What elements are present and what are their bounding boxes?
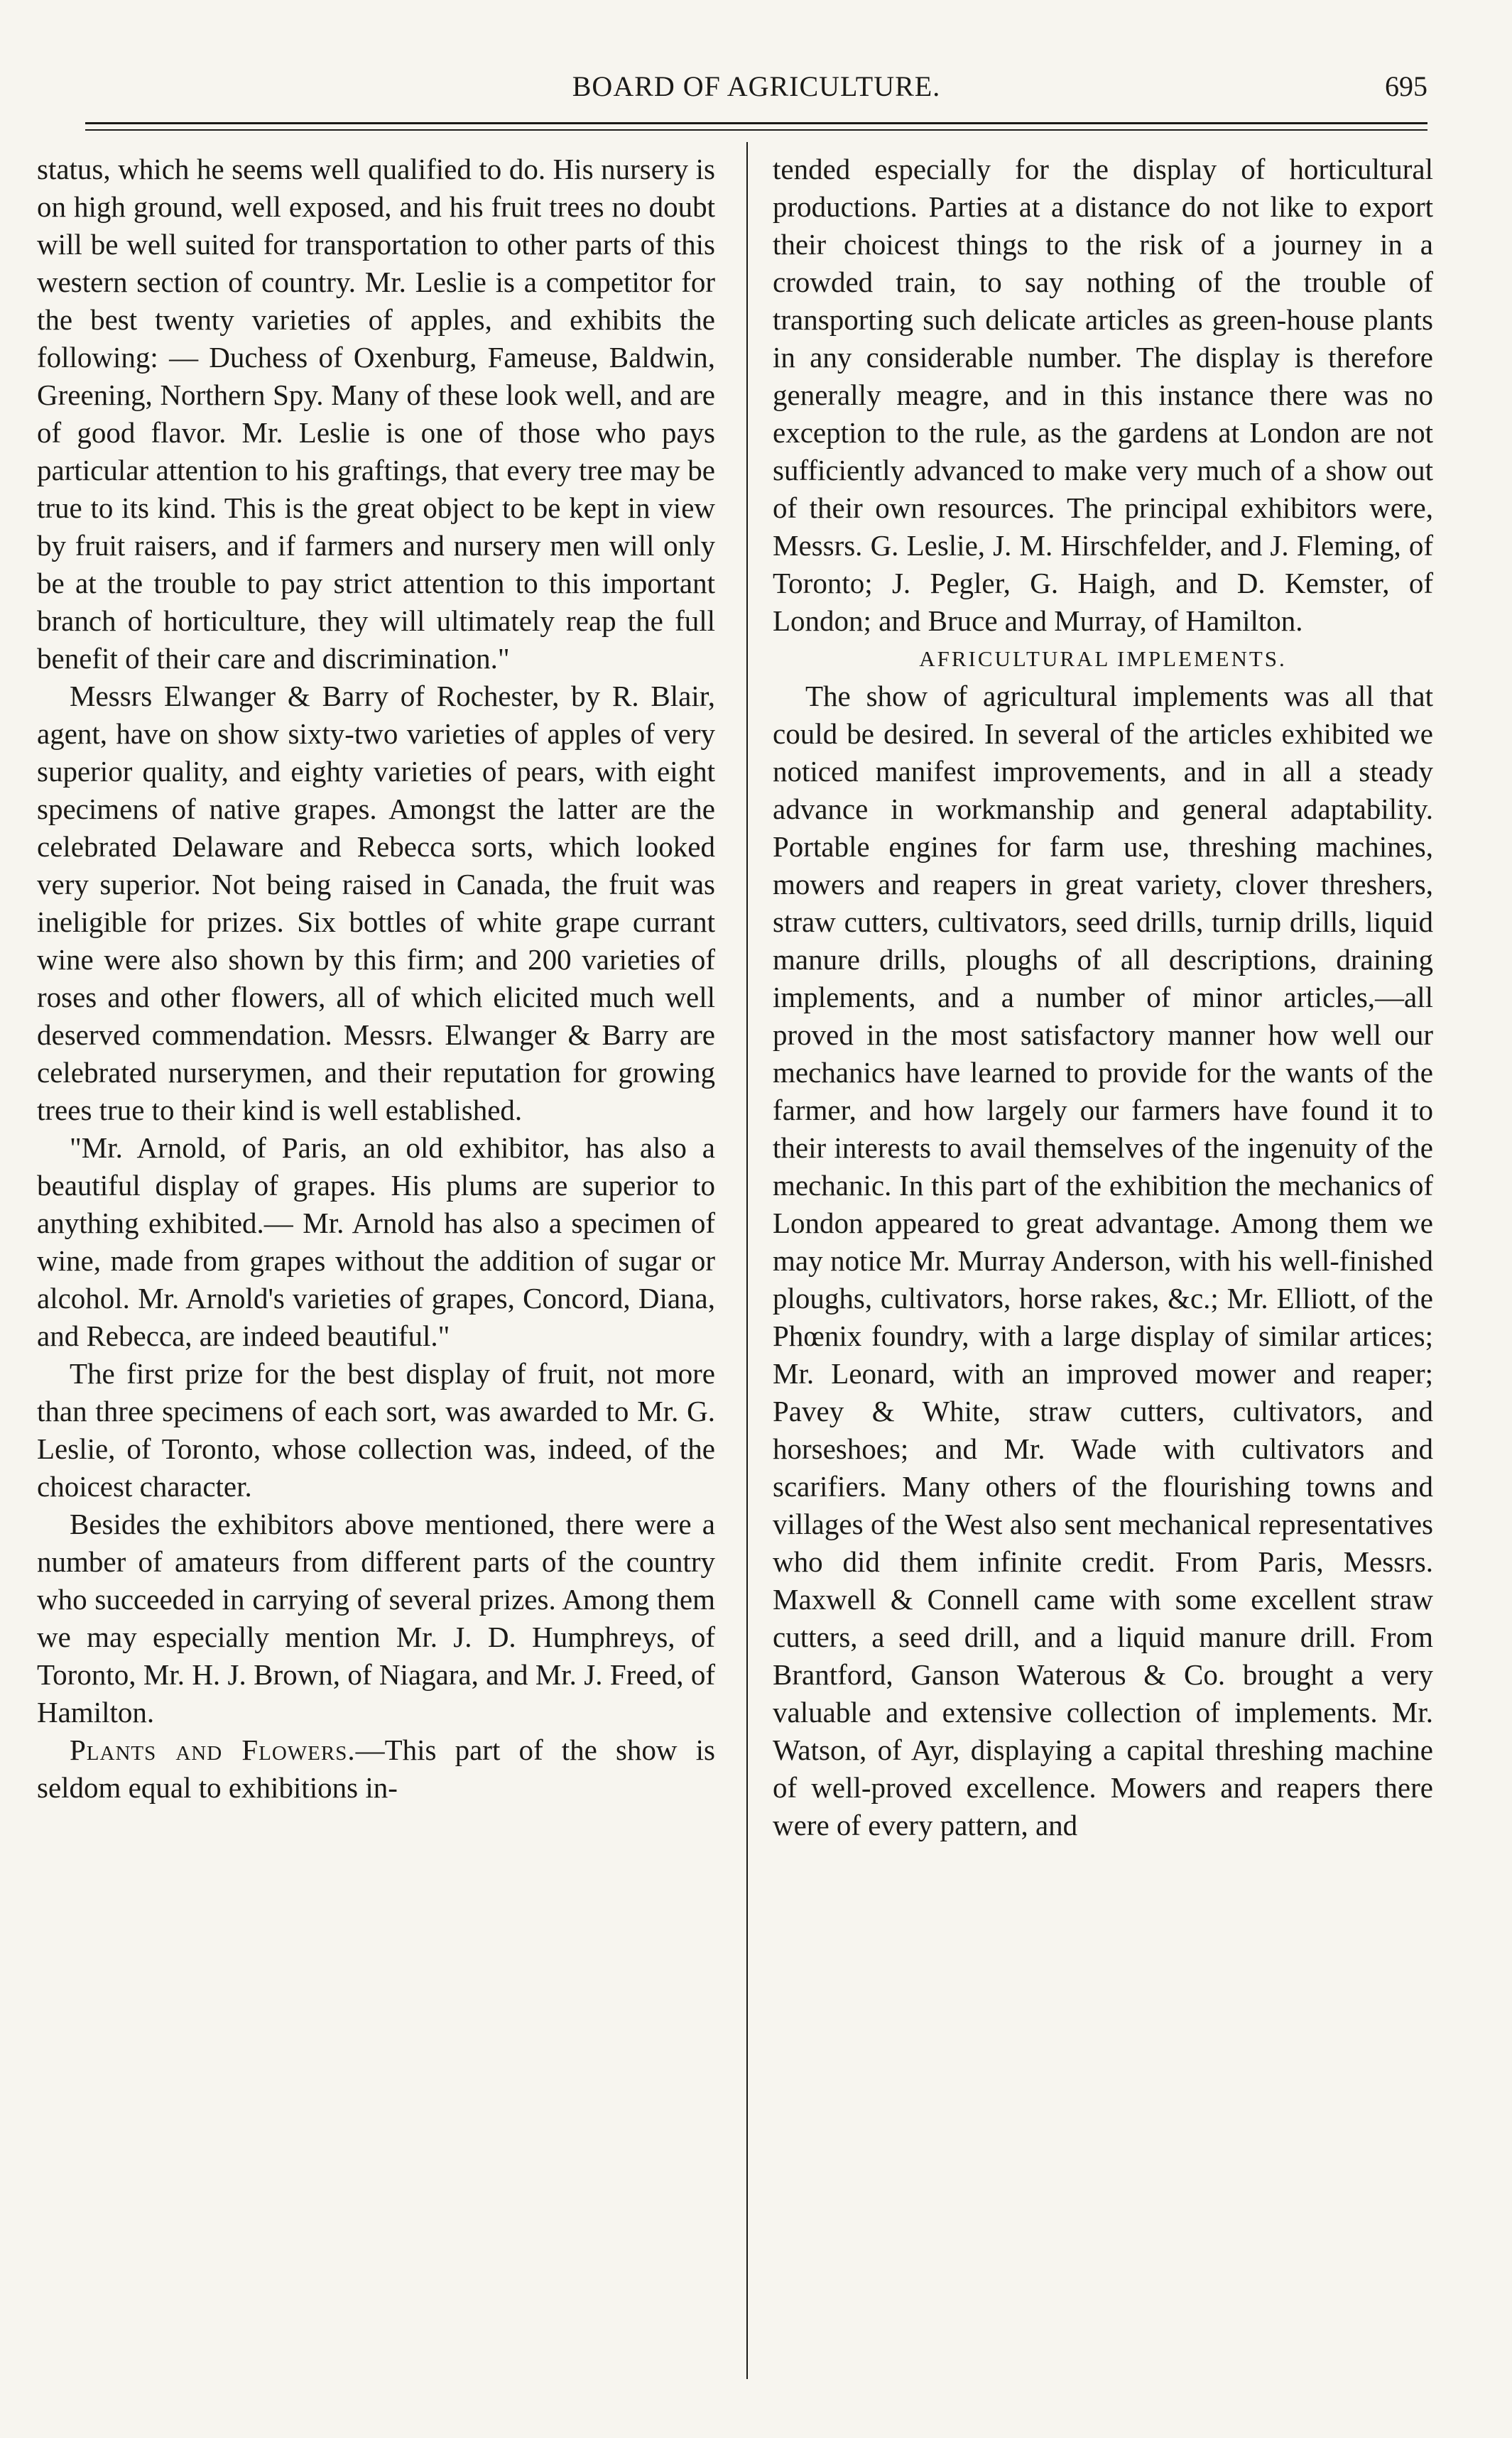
paragraph: status, which he seems well qualified to do. His nursery is on high ground, well exposed, and his fruit trees no doubt will be well suited for transportation to other parts of this western section of country. Mr. Leslie is a competitor for the best twenty varieties of apples, and exhibits the following: — Duchess of Oxenburg, Fameuse, Baldwin, Greening, Northern Spy. Many of these look well, and are of good flavor. Mr. Leslie is one of those who pays particular attention to his graftings, that every tree may be true to its kind. This is the great object to be kept in view by fruit raisers, and if farmers and nursery men will only be at the trouble to pay strict attention to this important branch of horticulture, they will ultimately reap the full benefit of their care and discrimination.": [37, 153, 715, 675]
paragraph: "Mr. Arnold, of Paris, an old exhibitor, has also a beautiful display of grapes. His plums are superior to anything exhibited.— Mr. Arnold has also a specimen of wine, made from grapes without the addition of sugar or alcohol. Mr. Arnold's varieties of grapes, Concord, Diana, and Rebecca, are indeed beautiful.": [37, 1131, 715, 1352]
page-number: 695: [1385, 70, 1427, 102]
paragraph-plants-and-flowers: [37, 1731, 715, 1807]
header-rule-thin: [85, 129, 1427, 131]
paragraph: The first prize for the best display of fruit, not more than three specimens of each sort, was awarded to Mr. G. Leslie, of Toronto, whose collection was, indeed, of the choicest character.: [37, 1357, 715, 1503]
section-heading: AFRICULTURAL IMPLEMENTS.: [919, 646, 1287, 671]
running-title: BOARD OF AGRICULTURE.: [572, 70, 941, 102]
page-header: [85, 70, 1427, 112]
paragraph-text: —This part of the show is seldom equal to exhibitions in-: [37, 1734, 715, 1804]
paragraph: The show of agricultural implements was all that could be desired. In several of the articles exhibited we noticed manifest improvements, and in all a steady advance in workmanship and general adaptability. Portable engines for farm use, threshing machines, mowers and reapers in great variety, clover threshers, straw cutters, cultivators, seed drills, turnip drills, liquid manure drills, ploughs of all descriptions, draining implements, and a number of minor articles,—all proved in the most satisfactory manner how well our mechanics have learned to provide for the wants of the farmer, and how largely our farmers have found it to their interests to avail themselves of the ingenuity of the mechanic. In this part of the exhibition the mechanics of London appeared to great advantage. Among them we may notice Mr. Murray Anderson, with his well-finished ploughs, cultivators, horse rakes, &c.; Mr. Elliott, of the Phœnix foundry, with a large display of similar artices; Mr. Leonard, with an improved mower and reaper; Pavey & White, straw cutters, cultivators, and horseshoes; and Mr. Wade with cultivators and scarifiers. Many others of the flourishing towns and villages of the West also sent mechanical representatives who did them infinite credit. From Paris, Messrs. Maxwell & Connell came with some excellent straw cutters, a seed drill, and a liquid manure drill. From Brantford, Ganson Waterous & Co. brought a very valuable and extensive collection of implements. Mr. Watson, of Ayr, displaying a capital threshing machine of well-proved excellence. Mowers and reapers there were of every pattern, and: [773, 680, 1433, 1841]
paragraph: tended especially for the display of horticultural productions. Parties at a distance do not like to export their choicest things to the risk of a journey in a crowded train, to say nothing of the trouble of transporting such delicate articles as green-house plants in any considerable number. The display is therefore generally meagre, and in this instance there was no exception to the rule, as the gardens at London are not sufficiently advanced to make very much of a show out of their own resources. The principal exhibitors were, Messrs. G. Leslie, J. M. Hirschfelder, and J. Fleming, of Toronto; J. Pegler, G. Haigh, and D. Kemster, of London; and Bruce and Murray, of Hamilton.: [773, 153, 1433, 637]
paragraph: Messrs Elwanger & Barry of Rochester, by R. Blair, agent, have on show sixty-two varieties of apples of very superior quality, and eighty varieties of pears, with eight specimens of native grapes. Amongst the latter are the celebrated Delaware and Rebecca sorts, which looked very superior. Not being raised in Canada, the fruit was ineligible for prizes. Six bottles of white grape currant wine were also shown by this firm; and 200 varieties of roses and other flowers, all of which elicited much well deserved commendation. Messrs. Elwanger & Barry are celebrated nurserymen, and their reputation for growing trees true to their kind is well established.: [37, 680, 715, 1126]
header-rule-thick: [85, 122, 1427, 124]
column-divider: [746, 142, 748, 2379]
left-column: [37, 151, 715, 1807]
run-in-heading: Plants and Flowers.: [70, 1734, 356, 1766]
paragraph: Besides the exhibitors above mentioned, there were a number of amateurs from different parts of the country who succeeded in carrying of several prizes. Among them we may especially mention Mr. J. D. Humphreys, of Toronto, Mr. H. J. Brown, of Niagara, and Mr. J. Freed, of Hamilton.: [37, 1508, 715, 1729]
right-column: [773, 151, 1433, 1844]
